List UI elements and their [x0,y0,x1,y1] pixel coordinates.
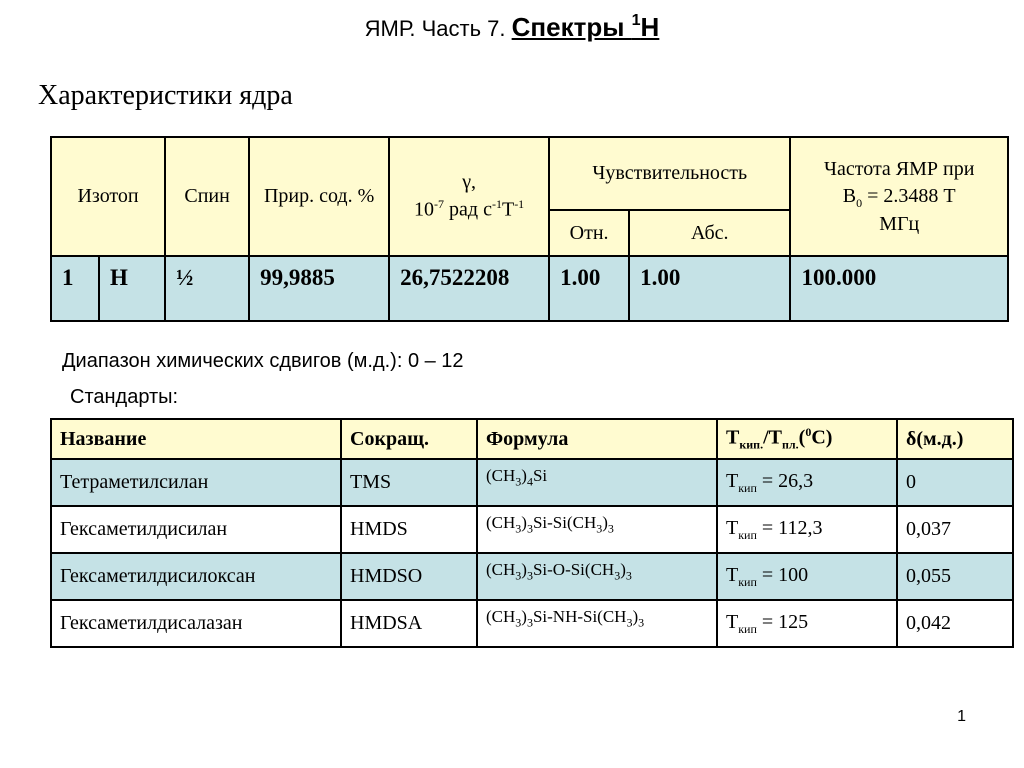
freq-b-val: = 2.3488 Т [862,184,956,207]
row-temp-sub: кип [738,621,757,636]
table-row [51,506,1013,553]
cell-abundance: 99,9885 [249,256,389,321]
header-abs: Абс. [629,210,790,257]
slide-title [0,12,1024,43]
cell-gamma: 26,7522208 [389,256,549,321]
row-abbr: HMDSO [341,553,477,600]
row-temp-sub: кип [738,574,757,589]
standards-header-row [51,419,1013,459]
header-frequency [790,137,1008,256]
standards-label: Стандарты: [70,386,179,408]
cell-element: H [99,256,165,321]
row-temp-sub: кип [738,480,757,495]
table-row [51,553,1013,600]
cell-freq: 100.000 [790,256,1008,321]
row-temp [717,600,897,647]
row-abbr: TMS [341,459,477,506]
title-prefix: ЯМР. Часть 7. [364,16,512,41]
temp-t1: Т [726,426,740,449]
section-heading: Характеристики ядра [38,80,293,111]
cell-rel: 1.00 [549,256,629,321]
row-formula: $(CH_3)_4Si$ [477,459,717,506]
freq-unit: МГц [879,212,920,235]
table-row [51,459,1013,506]
cell-mass: 1 [51,256,99,321]
row-name: Гексаметилдисилоксан [51,553,341,600]
title-nucleus: H [640,12,660,42]
temp-sup: 0 [805,425,812,440]
row-delta: 0,037 [897,506,1013,553]
temp-sub2: пл. [782,437,799,452]
title-main [512,12,660,42]
gamma-symbol: γ, [462,171,477,194]
row-name: Гексаметилдисилан [51,506,341,553]
row-abbr: HMDSA [341,600,477,647]
header-delta: δ(м.д.) [897,419,1013,459]
row-temp [717,553,897,600]
row-temp-value: = 112,3 [756,516,823,539]
header-sensitivity: Чувствительность [549,137,790,210]
row-delta: 0 [897,459,1013,506]
gamma-unit-pre: 10 [414,198,435,221]
row-name: Тетраметилсилан [51,459,341,506]
header-spin: Спин [165,137,249,256]
title-main-text: Спектры [511,12,632,42]
cell-abs: 1.00 [629,256,790,321]
temp-sub1: кип. [739,437,764,452]
shift-range-text: Диапазон химических сдвигов (м.д.): 0 – 12 [62,350,464,372]
temp-open: ( [798,426,806,449]
freq-b-sub: 0 [856,195,863,210]
row-temp-label: Т [726,610,739,633]
row-temp [717,506,897,553]
header-gamma [389,137,549,256]
row-delta: 0,055 [897,553,1013,600]
row-temp-label: Т [726,563,739,586]
gamma-exp-2: -1 [491,197,502,212]
header-temp [717,419,897,459]
row-delta: 0,042 [897,600,1013,647]
table-row [51,256,1008,321]
header-rel: Отн. [549,210,629,257]
freq-line1: Частота ЯМР при [823,157,975,180]
row-formula: $(CH_3)_3Si-NH-Si(CH_3)_3$ [477,600,717,647]
gamma-exp-1: -7 [434,197,445,212]
gamma-unit-mid: рад с [444,198,492,221]
row-temp-value: = 125 [756,610,809,633]
standards-table [50,418,1014,648]
header-isotope: Изотоп [51,137,165,256]
row-name: Гексаметилдисалазан [51,600,341,647]
freq-b: B [842,184,857,207]
header-abbr: Сокращ. [341,419,477,459]
row-abbr: HMDS [341,506,477,553]
row-temp-value: = 26,3 [756,469,814,492]
temp-end: С) [811,426,833,449]
cell-spin: ½ [165,256,249,321]
row-formula: $(CH_3)_3Si-O-Si(CH_3)_3$ [477,553,717,600]
header-formula: Формула [477,419,717,459]
table-row [51,600,1013,647]
row-temp-label: Т [726,469,739,492]
row-temp [717,459,897,506]
row-temp-value: = 100 [756,563,809,586]
header-name: Название [51,419,341,459]
title-sup: 1 [631,12,641,29]
temp-sep: /Т [763,426,782,449]
nucleus-table [50,136,1009,322]
header-abundance: Прир. сод. % [249,137,389,256]
gamma-unit-t: Т [501,198,515,221]
row-temp-label: Т [726,516,739,539]
page-number: 1 [957,708,966,725]
row-temp-sub: кип [738,527,757,542]
row-formula: $(CH_3)_3Si-Si(CH_3)_3$ [477,506,717,553]
gamma-exp-3: -1 [514,197,525,212]
